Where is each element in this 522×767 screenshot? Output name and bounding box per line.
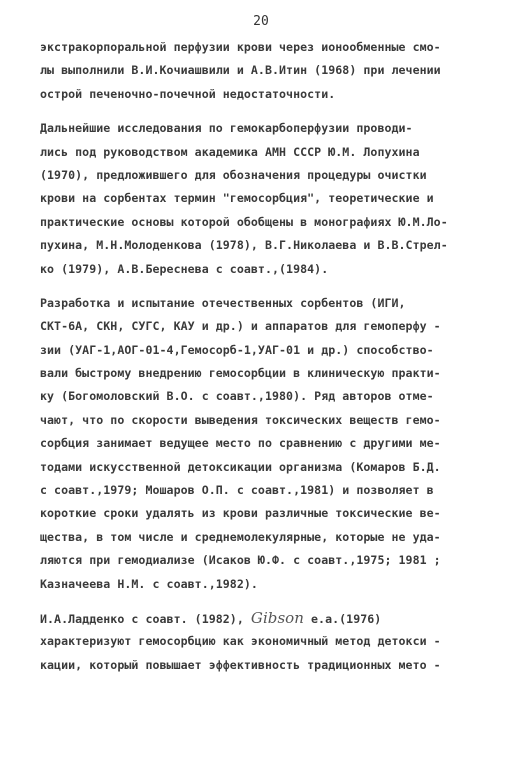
paragraph-2	[40, 117, 486, 281]
text-line: чают, что по скорости выведения токсических веществ гемо-	[40, 412, 441, 427]
text-line-with-handwriting	[40, 607, 486, 630]
text-line: сорбция занимает ведущее место по сравнению с другими ме-	[40, 436, 441, 451]
text-line: лись под руководством академика АМН СССР Ю.М. Лопухина	[40, 144, 420, 159]
document-body	[40, 36, 486, 677]
text-line: крови на сорбентах термин "гемосорбция", теоретические и	[40, 191, 434, 206]
text-line: ко (1979), А.В.Береснева с соавт.,(1984).	[40, 261, 329, 276]
text-line: зии (УАГ-1,АОГ-01-4,Гемосорб-1,УАГ-01 и др.) способство-	[40, 342, 434, 357]
text-line: пухина, М.Н.Молоденкова (1978), В.Г.Николаева и В.В.Стрел-	[40, 238, 448, 253]
text-segment: e.a.(1976)	[303, 611, 382, 626]
text-line: Дальнейшие исследования по гемокарбоперфузии проводи-	[40, 121, 413, 136]
paragraph-1	[40, 36, 486, 106]
text-line: щества, в том числе и среднемолекулярные, которые не уда-	[40, 529, 441, 544]
text-line: тодами искусственной детоксикации организма (Комаров Б.Д.	[40, 459, 441, 474]
text-line: практические основы которой обобщены в монографиях Ю.М.Ло-	[40, 214, 448, 229]
text-segment: И.А.Ладденко с соавт. (1982),	[40, 611, 251, 626]
text-line: Разработка и испытание отечественных сорбентов (ИГИ,	[40, 295, 406, 310]
text-line: с соавт.,1979; Мошаров О.П. с соавт.,1981) и позволяет в	[40, 483, 434, 498]
text-line: кации, который повышает эффективность традиционных мето -	[40, 657, 441, 672]
paragraph-4	[40, 607, 486, 677]
text-line: СКТ-6А, СКН, СУГС, КАУ и др.) и аппаратов для гемоперфу -	[40, 319, 441, 334]
paragraph-3	[40, 292, 486, 596]
text-line: вали быстрому внедрению гемосорбции в клиническую практи-	[40, 366, 441, 381]
handwritten-name: Gibson	[250, 608, 304, 627]
text-line: характеризуют гемосорбцию как экономичный метод детокси -	[40, 634, 441, 649]
text-line: Казначеева Н.М. с соавт.,1982).	[40, 576, 258, 591]
text-line: экстракорпоральной перфузии крови через ионообменные смо-	[40, 40, 441, 54]
text-line: ку (Богомоловский В.О. с соавт.,1980). Ряд авторов отме-	[40, 389, 434, 404]
text-line: короткие сроки удалять из крови различные токсические ве-	[40, 506, 441, 521]
text-line: ляются при гемодиализе (Исаков Ю.Ф. с соавт.,1975; 1981 ;	[40, 553, 441, 568]
page-number: 20	[253, 14, 269, 29]
text-line: (1970), предложившего для обозначения процедуры очистки	[40, 167, 427, 182]
text-line: лы выполнили В.И.Кочиашвили и А.В.Итин (1968) при лечении	[40, 63, 441, 78]
text-line: острой печеночно-почечной недостаточности.	[40, 86, 336, 101]
